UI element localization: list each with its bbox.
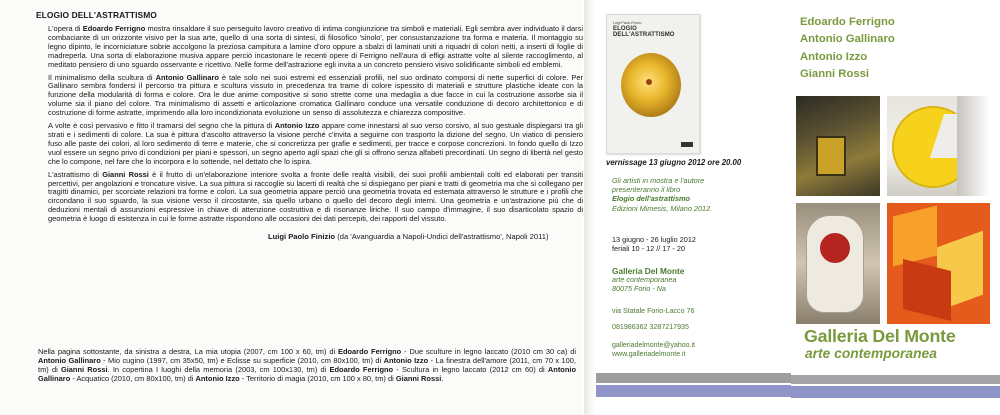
book-presentation-line: Elogio dell'astrattismo <box>612 194 690 204</box>
event-panel <box>596 0 791 415</box>
artist-name: Antonio Gallinaro <box>38 365 576 383</box>
gallery-phones: 081986362 3287217935 <box>612 323 689 331</box>
book-title: ELOGIO DELL'ASTRATTISMO <box>613 26 675 38</box>
vernissage-date: vernissage 13 giugno 2012 ore 20.00 <box>606 158 742 167</box>
orange-plane-shape <box>893 206 937 267</box>
cover-stripe-blue <box>791 386 1000 398</box>
gold-frame-shape <box>816 136 846 176</box>
book-cover-artwork <box>621 53 681 117</box>
exhibition-dates <box>612 235 696 254</box>
gallery-address <box>612 276 676 294</box>
book-presentation-line: Edizioni Mimesis, Milano 2012. <box>612 203 713 213</box>
publisher-logo <box>681 142 693 147</box>
paragraph-text: L'opera di <box>48 24 83 33</box>
essay-signature <box>268 232 572 241</box>
essay-paragraph <box>48 74 583 119</box>
artist-name: Antonio Izzo <box>274 121 320 131</box>
essay-title: ELOGIO DELL'ASTRATTISMO <box>36 10 157 20</box>
page-fold <box>584 0 596 415</box>
book-cover-dot <box>646 79 652 85</box>
artwork-captions <box>38 347 576 383</box>
white-mask-shape <box>806 215 864 313</box>
book-presentation <box>612 176 712 213</box>
artist-list <box>800 14 895 83</box>
book-presentation-line: Gli artisti in mostra e l'autore <box>612 176 705 185</box>
artist-name: Gianni Rossi <box>395 374 442 383</box>
caption-text: - Territorio di magia (2010, cm 100 x 80, tm) di <box>239 374 396 383</box>
red-plane-shape <box>903 259 951 321</box>
caption-text: - Scultura in legno laccato (2012 cm 60) di <box>393 365 548 374</box>
caption-text: - Mio cugino (1997, cm 35x50, tm) e Eclisse su superficie (2010, cm 80x100, tm) di <box>100 356 384 365</box>
red-mark-shape <box>820 233 850 263</box>
gallery-tagline-small: arte contemporanea <box>612 275 677 284</box>
paragraph-text: è il frutto di un'elaborazione interiore svolta a fronte delle realtà visibili, dei suoi profili ambientali colti ed elaborati per transiti percettivi, per angolazioni e troncature visive. La sua pittura si raccoglie su lacerti di realtà che si dispiegano per piani e tratti di geometria ma che si collegano per tragitti dinamici, per scorciate relazioni tra forme e colori. La sua geometria appare perciò una geometria trovata ed estemata attraverso le strutture e i profili che circondano il suo sguardo, la sua visione verso il circostante, sia quello urbano o quello del decoro degli interni. Una geometria e un'astrazione più che di deduzioni mentali di assunzioni espressive in chiave di attenzione costruttiva e di risonanze liriche. Il suo campo d'immagine, il suo disarticolato spazio di geometria è luogo di esistenza in cui le forme astratte rispondono alle occasioni dei dati percepiti, dei rapporti del vissuto. <box>48 169 583 224</box>
opening-hours: feriali 10 - 12 // 17 - 20 <box>612 244 686 254</box>
artist-name: Antonio Izzo <box>383 356 429 365</box>
caption-text: - Due sculture in legno laccato (2010 cm 30 ca) di <box>401 347 576 356</box>
essay-paragraph <box>48 171 583 224</box>
gallery-email[interactable]: galleriadelmonte@yahoo.it <box>612 342 695 349</box>
artist-name: Antonio Gallinaro <box>155 72 219 82</box>
artist-name: Antonio Izzo <box>195 374 240 383</box>
paragraph-text: Il minimalismo della scultura di <box>48 72 156 82</box>
signature-source: (da 'Avanguardia a Napoli-Undici dell'astrattismo', Napoli 2011) <box>335 232 549 242</box>
essay-paragraph <box>48 122 583 167</box>
artist-name: Gianni Rossi <box>60 365 108 374</box>
essay-body <box>10 24 583 224</box>
artwork-photo-ferrigno <box>796 96 880 196</box>
paragraph-text: appare come innestarsi al suo verso corsivo, al suo gestuale dispiegarsi tra gli strati e i sedimenti di colore. La sua è pittura d'ascolto attraverso la visione perché c'invita a seguirne con trasporto la dizione del segno. Un viatico di pensiero fuso alle paste dei colori, al loro sedimento di terre e materie, che si concretizza per grafie e sedimenti, per tracce e corpose concrezioni. In fondo quello di Izzo vuol essere un segno privo di condizioni per piani e spessori, un segno aperto agli spazi che gli si offrono senza alfabeti precordinati. Un segno di libertà nel gesto che lo compone, nel fare che lo incorpora e lo sottende, nel dettato che lo ispira. <box>48 121 583 166</box>
book-cover <box>606 14 700 154</box>
caption-text: . <box>441 374 444 383</box>
artist-name: Edoardo Ferrigno <box>329 365 394 374</box>
paragraph-text: A volte è così pervasivo e fitto il tramarsi del segno che la pittura di <box>48 121 275 131</box>
artist-name: Gianni Rossi <box>800 67 870 80</box>
artwork-photo-izzo <box>796 203 880 324</box>
book-author: Luigi Paolo Finizio <box>613 21 642 25</box>
book-presentation-line: presenteranno il libro <box>612 185 681 195</box>
caption-text: - Acquatico (2010, cm 80x100, tm) di <box>70 374 196 383</box>
artist-name: Edoardo Ferrigno <box>82 24 146 33</box>
artist-name: Gianni Rossi <box>102 169 149 179</box>
decorative-stripe-grey <box>596 373 791 383</box>
artist-name: Edoardo Ferrigno <box>338 347 402 356</box>
cover-stripe-grey <box>791 375 1000 384</box>
artwork-photo-gallinaro <box>887 96 990 196</box>
caption-text: . In copertina I luoghi della memoria (2003, cm 100x130, tm) di <box>107 365 330 374</box>
essay-paragraph <box>48 25 583 70</box>
paragraph-text: L'astrattismo di <box>48 169 103 179</box>
gallery-title: Galleria Del Monte <box>804 326 956 346</box>
artist-name: Antonio Izzo <box>800 50 868 63</box>
gallery-city: 80075 Forio - Na <box>612 283 666 293</box>
date-range: 13 giugno - 26 luglio 2012 <box>612 235 696 244</box>
gallery-street: via Statale Forio-Lacco 76 <box>612 307 695 315</box>
caption-text: - La finestra dell'amore (2011, cm 70 x 100, tm) di <box>38 356 576 374</box>
artist-name: Antonio Gallinaro <box>800 33 895 46</box>
signature-author: Luigi Paolo Finizio <box>268 232 336 242</box>
cover-panel <box>791 0 1000 415</box>
paragraph-text: mostra rinsaldare il suo perseguito lavoro creativo di intima congiunzione tra simboli e materiali. Egli sembra aver individuato il darsi combaciante di un orizzonte visivo per la sua arte, quello di una sorta di sintesi, di filosofico 'sinolo', per consustanzazione tra forma e materia. Il montaggio su legno dipinto, le incorniciature sobrie accolgono la preziosa campitura a lamine d'oro oppure a sbalzi di laminati uniti a riquadri di colori netti, a inserti di foglie di madreperla. Una sorta di elaborazione musiva appare perciò incastonare le recenti opere di Ferrigno nell'aura di effigi astratte volte al silente raccoglimento, al meditato pensiero di uno sguardo osservante e ricettivo. Nelle forme dell'astrazione egli invita a un concreto pensiero visivo solidificante simboli ed emblemi. <box>48 24 583 69</box>
artist-name: Edoardo Ferrigno <box>800 16 895 28</box>
gallery-website[interactable]: www.galleriadelmonte.it <box>612 351 686 359</box>
gallery-contacts <box>612 341 695 360</box>
gallery-name-small: Galleria Del Monte <box>612 266 685 276</box>
artwork-photo-rossi <box>887 203 990 324</box>
caption-text: Nella pagina sottostante, da sinistra a destra, La mia utopia (2007, cm 100 x 60, tm) di <box>38 347 338 356</box>
artwork-photo-grid <box>796 96 992 324</box>
artist-name: Antonio Gallinaro <box>38 356 101 365</box>
paragraph-text: è tale solo nei suoi estremi ed essenziali profili, nel suo ordinato comporsi di nette superfici di colore. Per Gallinaro sembra fondersi il percorso tra pittura e scultura vissuto in precedenza tra trame di colore ispessito di materiali e strutture plastiche ideate con la funzione della modularità di forma e colore. Ora le due anime compositive si sono strette come una medaglia a due facce in cui la costruzione assorbe sia il volume sia il piano del colore. Tra minimalismo di assetti e articolazione cromatica Gallinaro conduce una versatile conduzione di decoro architettonico e di costruzione di forme astratte, imprimendo alla loro incondizionata evoluzione un senso di assolutezza e chiarezza compositive. <box>48 72 583 118</box>
gallery-subtitle: arte contemporanea <box>805 346 937 361</box>
white-slab-shape <box>957 96 990 196</box>
decorative-stripe-blue <box>596 385 791 397</box>
